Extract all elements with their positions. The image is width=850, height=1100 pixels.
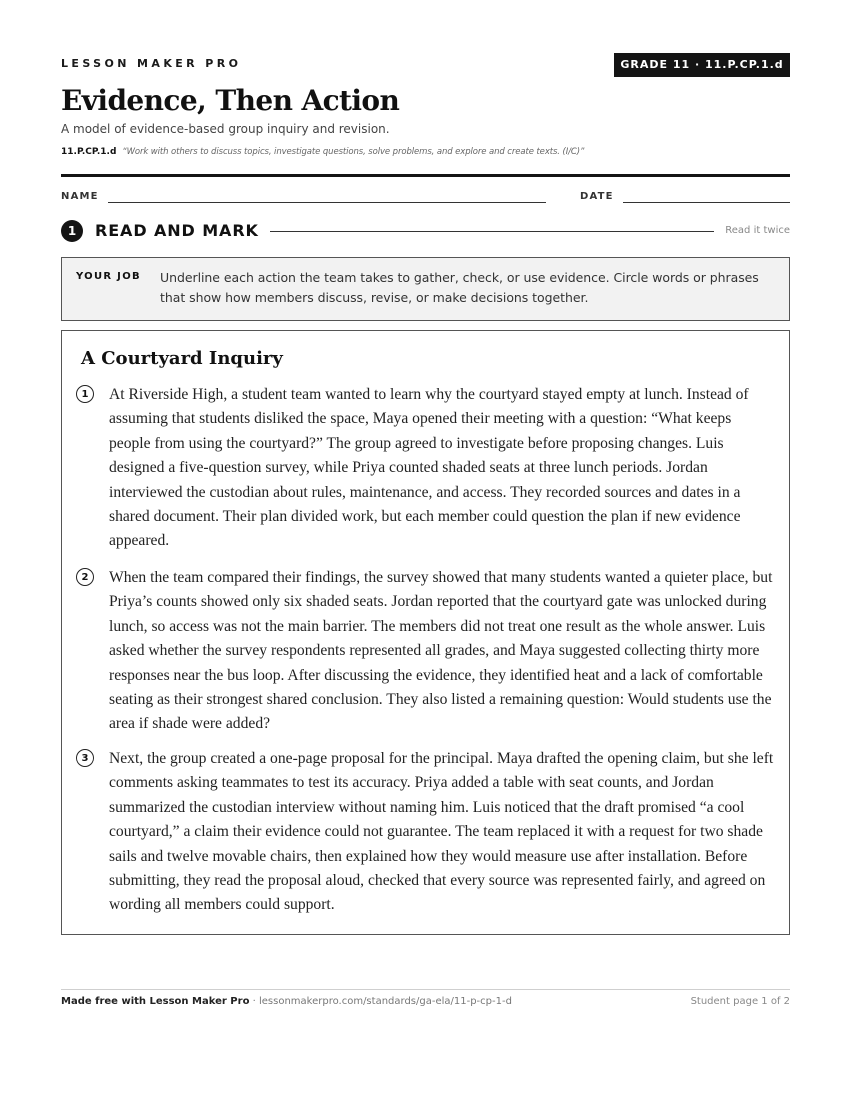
name-field[interactable] xyxy=(108,202,546,203)
job-instructions-box xyxy=(61,257,790,321)
paragraph-number: 1 xyxy=(76,385,94,403)
passage-title: A Courtyard Inquiry xyxy=(81,348,283,369)
name-label: NAME xyxy=(61,191,99,202)
page-title: Evidence, Then Action xyxy=(61,84,400,117)
footer-made-with: Made free with Lesson Maker Pro xyxy=(61,996,250,1007)
standard-code: 11.P.CP.1.d xyxy=(61,147,117,157)
paragraph-number: 2 xyxy=(76,568,94,586)
standard-line xyxy=(61,147,584,157)
footer-divider xyxy=(61,989,790,990)
date-label: DATE xyxy=(580,191,614,202)
passage-box xyxy=(61,330,790,935)
section-hint: Read it twice xyxy=(725,225,790,236)
date-field[interactable] xyxy=(623,202,790,203)
grade-badge: GRADE 11 · 11.P.CP.1.d xyxy=(614,53,790,77)
header-divider xyxy=(61,174,790,177)
section-divider xyxy=(270,231,714,232)
footer-credit xyxy=(61,996,512,1007)
job-text: Underline each action the team takes to gather, check, or use evidence. Circle words or phrases that show how members discuss, revise, or make decisions together. xyxy=(160,270,759,305)
footer-page-number: Student page 1 of 2 xyxy=(690,996,790,1007)
paragraph-number: 3 xyxy=(76,749,94,767)
paragraph-text: Next, the group created a one-page proposal for the principal. Maya drafted the opening claim, but she left comments asking teammates to test its accuracy. Priya added a table with seat counts, and Jordan summarized the custodian interview without naming him. Luis noticed that the draft promised “a cool courtyard,” a claim their evidence could not guarantee. The team replaced it with a request for two shade sails and twelve movable chairs, then explained how they would measure use after installation. Before submitting, they read the proposal aloud, checked that every source was represented fairly, and agreed on wording all members could support. xyxy=(109,750,774,914)
footer-url: · lessonmakerpro.com/standards/ga-ela/11-p-cp-1-d xyxy=(249,996,512,1007)
page-subtitle: A model of evidence-based group inquiry and revision. xyxy=(61,122,390,136)
section-number-badge: 1 xyxy=(61,220,83,242)
section-title: READ AND MARK xyxy=(95,221,259,240)
brand-name: LESSON MAKER PRO xyxy=(61,57,242,70)
standard-text: “Work with others to discuss topics, investigate questions, solve problems, and explore and create texts. (I/C)” xyxy=(122,147,585,157)
paragraph-text: At Riverside High, a student team wanted to learn why the courtyard stayed empty at lunch. Instead of assuming that students disliked the space, Maya opened their meeting with a question: “What keeps people from using the courtyard?” The group agreed to investigate before proposing changes. Luis designed a five-question survey, while Priya counted shaded seats at three lunch periods. Jordan interviewed the custodian about rules, maintenance, and access. They recorded sources and dates in a shared document. Their plan divided work, but each member could question the plan if new evidence appeared. xyxy=(109,386,749,550)
paragraph-text: When the team compared their findings, the survey showed that many students wanted a quieter place, but Priya’s counts showed only six shaded seats. Jordan reported that the courtyard gate was unlocked during lunch, so access was not the main barrier. The members did not treat one result as the whole answer. Luis asked whether the survey respondents represented all grades, and Maya suggested collecting thirty more responses near the bus loop. After discussing the evidence, they identified heat and a lack of comfortable seating as their strongest shared conclusion. They also listed a remaining question: Would students use the area if shade were added? xyxy=(109,569,773,733)
job-label: YOUR JOB xyxy=(76,271,141,282)
